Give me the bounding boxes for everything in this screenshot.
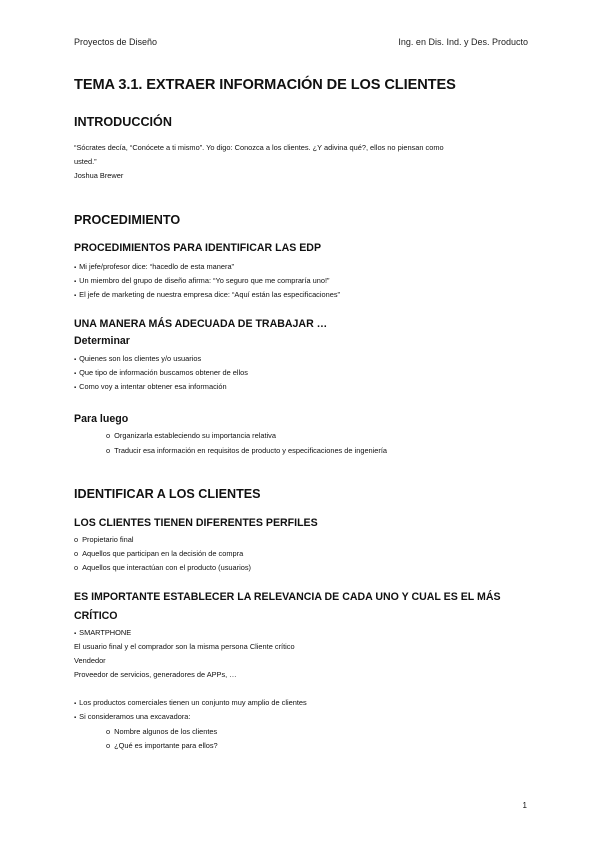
perfiles-item: o Aquellos que participan en la decisión de compra [74, 549, 243, 558]
procedimiento-heading: PROCEDIMIENTO [74, 213, 181, 227]
page-number: 1 [522, 801, 527, 810]
perfiles-item: o Propietario final [74, 535, 133, 544]
edp-item: ▪ Un miembro del grupo de diseño afirma: “Yo seguro que me compraría uno!” [74, 276, 329, 285]
intro-heading: INTRODUCCIÓN [74, 115, 172, 129]
document-title: TEMA 3.1. EXTRAER INFORMACIÓN DE LOS CLIENTES [74, 77, 456, 93]
determinar-item: ▪ Quienes son los clientes y/o usuarios [74, 354, 201, 363]
header-left: Proyectos de Diseño [74, 37, 158, 47]
excavadora-bullet: ▪ Si consideramos una excavadora: [74, 712, 190, 721]
header-right: Ing. en Dis. Ind. y Des. Producto [398, 37, 528, 47]
intro-author: Joshua Brewer [74, 171, 124, 180]
relevancia-line: Proveedor de servicios, generadores de APPs, … [74, 670, 237, 679]
para-luego-heading: Para luego [74, 413, 129, 425]
edp-item: ▪ Mi jefe/profesor dice: “hacedlo de esta manera” [74, 262, 234, 271]
smartphone-item: ▪ SMARTPHONE [74, 628, 131, 637]
determinar-item: ▪ Como voy a intentar obtener esa información [74, 382, 227, 391]
perfiles-heading: LOS CLIENTES TIENEN DIFERENTES PERFILES [74, 517, 318, 529]
edp-item: ▪ El jefe de marketing de nuestra empresa dice: “Aquí están las especificaciones” [74, 290, 340, 299]
intro-quote-line1: “Sócrates decía, “Conócete a ti mismo”. Yo digo: Conozca a los clientes. ¿Y adivina qué?, ellos no piensan como [74, 143, 444, 152]
better-way-heading: UNA MANERA MÁS ADECUADA DE TRABAJAR … [74, 318, 328, 330]
excavadora-sub-item: o ¿Qué es importante para ellos? [106, 741, 218, 750]
relevancia-heading-line1: ES IMPORTANTE ESTABLECER LA RELEVANCIA DE CADA UNO Y CUAL ES EL MÁS [74, 591, 501, 603]
perfiles-item: o Aquellos que interactúan con el producto (usuarios) [74, 563, 251, 572]
determinar-heading: Determinar [74, 335, 130, 347]
para-luego-item: o Traducir esa información en requisitos de producto y especificaciones de ingeniería [106, 446, 387, 455]
relevancia-line: El usuario final y el comprador son la misma persona Cliente crítico [74, 642, 295, 651]
excavadora-sub-item: o Nombre algunos de los clientes [106, 727, 217, 736]
edp-heading: PROCEDIMIENTOS PARA IDENTIFICAR LAS EDP [74, 242, 322, 254]
relevancia-line: Vendedor [74, 656, 106, 665]
intro-quote-line2: usted.” [74, 157, 97, 166]
determinar-item: ▪ Que tipo de información buscamos obtener de ellos [74, 368, 248, 377]
identificar-heading: IDENTIFICAR A LOS CLIENTES [74, 487, 261, 501]
excavadora-bullet: ▪ Los productos comerciales tienen un conjunto muy amplio de clientes [74, 698, 307, 707]
relevancia-heading-line2: CRÍTICO [74, 610, 118, 622]
para-luego-item: o Organizarla estableciendo su importancia relativa [106, 431, 276, 440]
